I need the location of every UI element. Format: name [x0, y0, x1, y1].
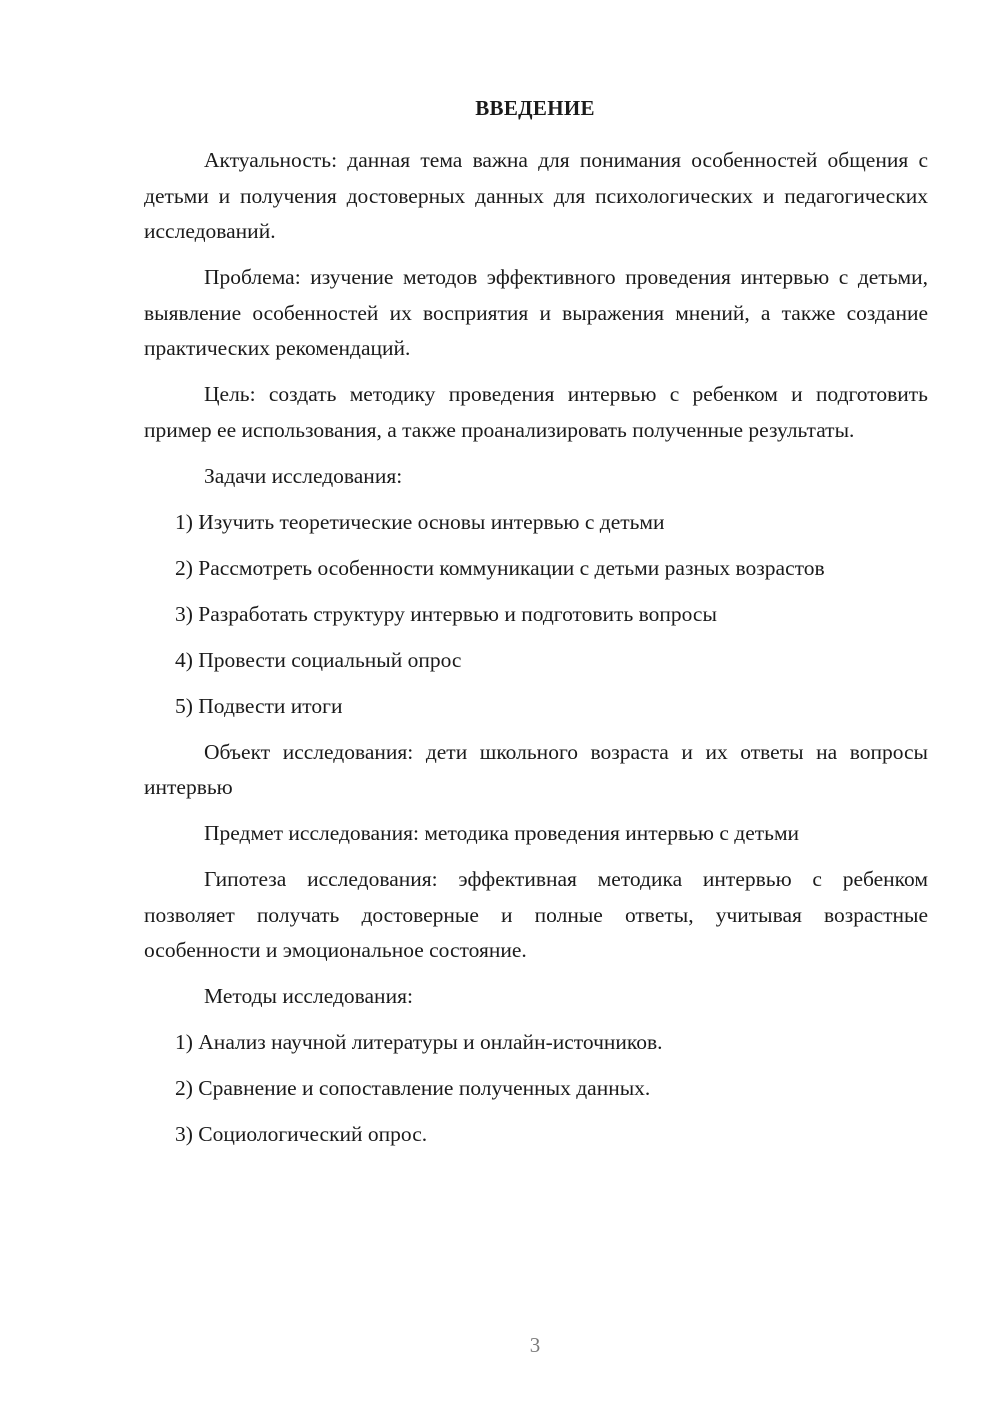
page-title: ВВЕДЕНИЕ [475, 96, 595, 120]
list-item: 2) Сравнение и сопоставление полученных данных. [175, 1076, 651, 1100]
methods-list [144, 1025, 928, 1153]
subject-paragraph: Предмет исследования: методика проведения интервью с детьми [204, 821, 800, 845]
tasks-list [144, 505, 928, 725]
tasks-title: Задачи исследования: [204, 463, 403, 488]
list-item: 3) Социологический опрос. [175, 1122, 428, 1146]
object-paragraph: Объект исследования: дети школьного возраста и их ответы на вопросы интервью [144, 739, 928, 799]
list-item: 5) Подвести итоги [175, 693, 343, 718]
goal-paragraph: Цель: создать методику проведения интервью с ребенком и подготовить пример ее использования, а также проанализировать полученные результаты. [144, 382, 928, 442]
page-number: 3 [529, 1333, 541, 1357]
document-body [144, 143, 928, 1163]
list-item: 4) Провести социальный опрос [175, 647, 462, 672]
list-item: 3) Разработать структуру интервью и подготовить вопросы [175, 601, 717, 626]
relevance-paragraph: Актуальность: данная тема важна для понимания особенностей общения с детьми и получения достоверных данных для психологических и педагогических исследований. [144, 148, 928, 243]
hypothesis-paragraph: Гипотеза исследования: эффективная методика интервью с ребенком позволяет получать достоверные и полные ответы, учитывая возрастные особенности и эмоциональное состояние. [144, 867, 928, 962]
list-item: 1) Изучить теоретические основы интервью с детьми [175, 509, 665, 534]
problem-paragraph: Проблема: изучение методов эффективного проведения интервью с детьми, выявление особенностей их восприятия и выражения мнений, а также создание практических рекомендаций. [144, 265, 928, 360]
list-item: 2) Рассмотреть особенности коммуникации с детьми разных возрастов [175, 555, 825, 580]
methods-title: Методы исследования: [204, 984, 413, 1008]
list-item: 1) Анализ научной литературы и онлайн-источников. [175, 1030, 663, 1054]
